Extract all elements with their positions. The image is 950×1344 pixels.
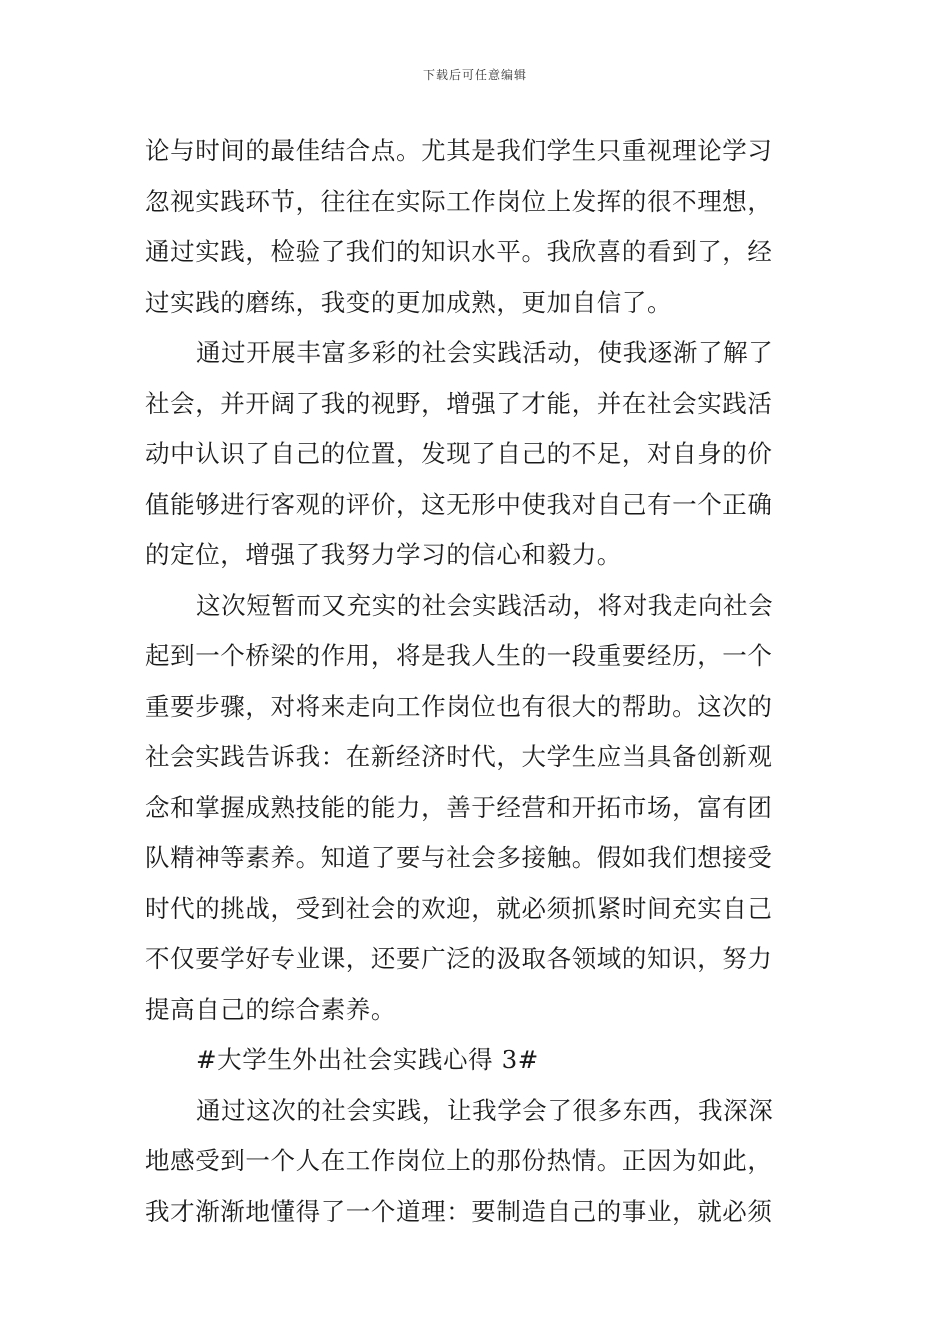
text-line: 提高自己的综合素养。 [145, 994, 396, 1024]
text-line: 时代的挑战，受到社会的欢迎，就必须抓紧时间充实自己 [145, 893, 773, 923]
text-line: 过实践的磨练，我变的更加成熟，更加自信了。 [145, 287, 673, 317]
text-line: 起到一个桥梁的作用，将是我人生的一段重要经历，一个 [145, 641, 773, 670]
text-line: 念和掌握成熟技能的能力，善于经营和开拓市场，富有团 [145, 792, 773, 822]
section-heading: #大学生外出社会实践心得 3# [196, 1045, 539, 1074]
text-line: 社会，并开阔了我的视野，增强了才能，并在社会实践活 [145, 388, 773, 418]
text-line: 动中认识了自己的位置，发现了自己的不足，对自身的价 [145, 439, 773, 468]
text-line: 队精神等素养。知道了要与社会多接触。假如我们想接受 [145, 843, 773, 872]
text-line: 通过这次的社会实践，让我学会了很多东西，我深深 [196, 1095, 774, 1125]
text-line: 通过开展丰富多彩的社会实践活动，使我逐渐了解了 [196, 338, 774, 367]
text-line: 值能够进行客观的评价，这无形中使我对自己有一个正确 [145, 489, 773, 519]
text-line: 忽视实践环节，往往在实际工作岗位上发挥的很不理想， [145, 186, 773, 216]
text-line: 通过实践，检验了我们的知识水平。我欣喜的看到了，经 [145, 237, 773, 266]
page-header: 下载后可任意编辑 [422, 68, 527, 82]
text-line: 我才渐渐地懂得了一个道理：要制造自己的事业，就必须 [145, 1196, 773, 1226]
text-line: 地感受到一个人在工作岗位上的那份热情。正因为如此， [145, 1146, 773, 1175]
text-line: 这次短暂而又充实的社会实践活动，将对我走向社会 [196, 590, 774, 620]
text-line: 重要步骤，对将来走向工作岗位也有很大的帮助。这次的 [145, 691, 773, 721]
text-line: 社会实践告诉我：在新经济时代，大学生应当具备创新观 [145, 742, 773, 771]
text-line: 不仅要学好专业课，还要广泛的汲取各领域的知识，努力 [145, 944, 773, 973]
document-body [145, 126, 807, 1237]
text-line: 的定位，增强了我努力学习的信心和毅力。 [145, 540, 622, 569]
text-line: 论与时间的最佳结合点。尤其是我们学生只重视理论学习 [145, 136, 773, 165]
